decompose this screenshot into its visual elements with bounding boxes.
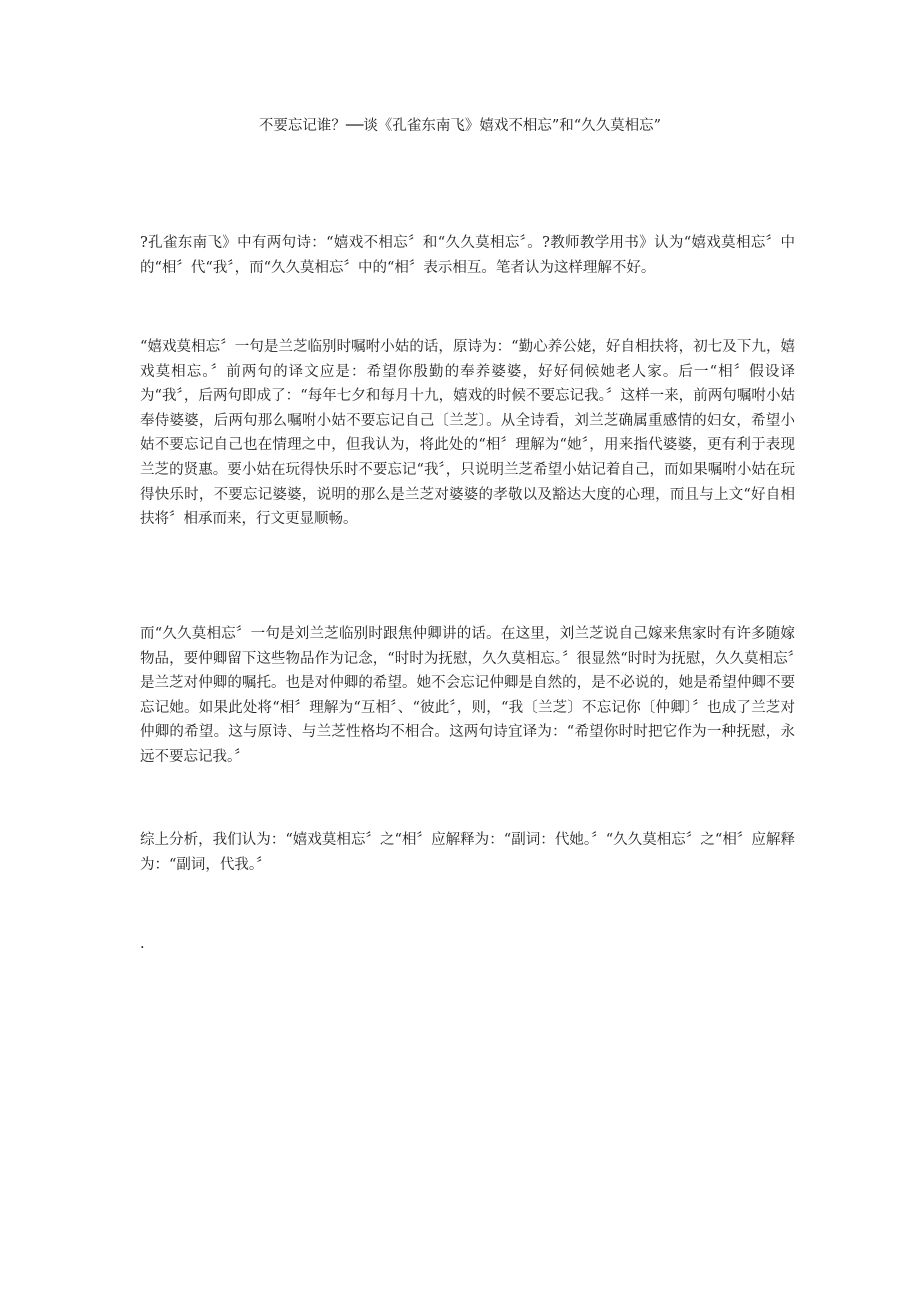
end-mark: . xyxy=(140,936,145,952)
document-title: 不要忘记谁？──谈《孔雀东南飞》嬉戏不相忘”和“久久莫相忘” xyxy=(258,118,662,134)
paragraph: ?孔雀东南飞》中有两句诗：“嬉戏不相忘〞和“久久莫相忘〞。?教师教学用书》认为“嬉戏莫相忘〞中的“相〞代“我〞，而“久久莫相忘〞中的“相〞表示相互。笔者认为这样理解不好。 xyxy=(140,235,795,276)
paragraph: “嬉戏莫相忘〞一句是兰芝临别时嘱咐小姑的话，原诗为：“勤心养公姥，好自相扶将，初七及下九，嬉戏莫相忘。〞前两句的译文应是：希望你殷勤的奉养婆婆，好好伺候她老人家。后一“相〞假设译为“我〞，后两句即成了：“每年七夕和每月十九，嬉戏的时候不要忘记我。〞这样一来，前两句嘱咐小姑奉侍婆婆，后两句那么嘱咐小姑不要忘记自己〔兰芝〕。从全诗看，刘兰芝确属重感情的妇女，希望小姑不要忘记自己也在情理之中，但我认为，将此处的“相〞理解为“她〞，用来指代婆婆，更有利于表现兰芝的贤惠。要小姑在玩得快乐时不要忘记“我〞，只说明兰芝希望小姑记着自己，而如果嘱咐小姑在玩得快乐时，不要忘记婆婆，说明的那么是兰芝对婆婆的孝敬以及豁达大度的心理，而且与上文“好自相扶将〞相承而来，行文更显顺畅。 xyxy=(140,339,795,528)
paragraph: 综上分析，我们认为：“嬉戏莫相忘〞之“相〞应解释为：“副词：代她。〞“久久莫相忘〞之“相〞应解释为：“副词，代我。〞 xyxy=(140,832,795,873)
paragraph: 而“久久莫相忘〞一句是刘兰芝临别时跟焦仲卿讲的话。在这里，刘兰芝说自己嫁来焦家时有许多随嫁物品，要仲卿留下这些物品作为记念，“时时为抚慰，久久莫相忘。〞很显然“时时为抚慰，久久莫相忘〞是兰芝对仲卿的嘱托。也是对仲卿的希望。她不会忘记仲卿是自然的，是不必说的，她是希望仲卿不要忘记她。如果此处将“相〞理解为“互相〞、“彼此〞，则，“我〔兰芝〕不忘记你〔仲卿〕〞也成了兰芝对仲卿的希望。这与原诗、与兰芝性格均不相合。这两句诗宜译为：“希望你时时把它作为一种抚慰，永远不要忘记我。〞 xyxy=(140,626,795,765)
